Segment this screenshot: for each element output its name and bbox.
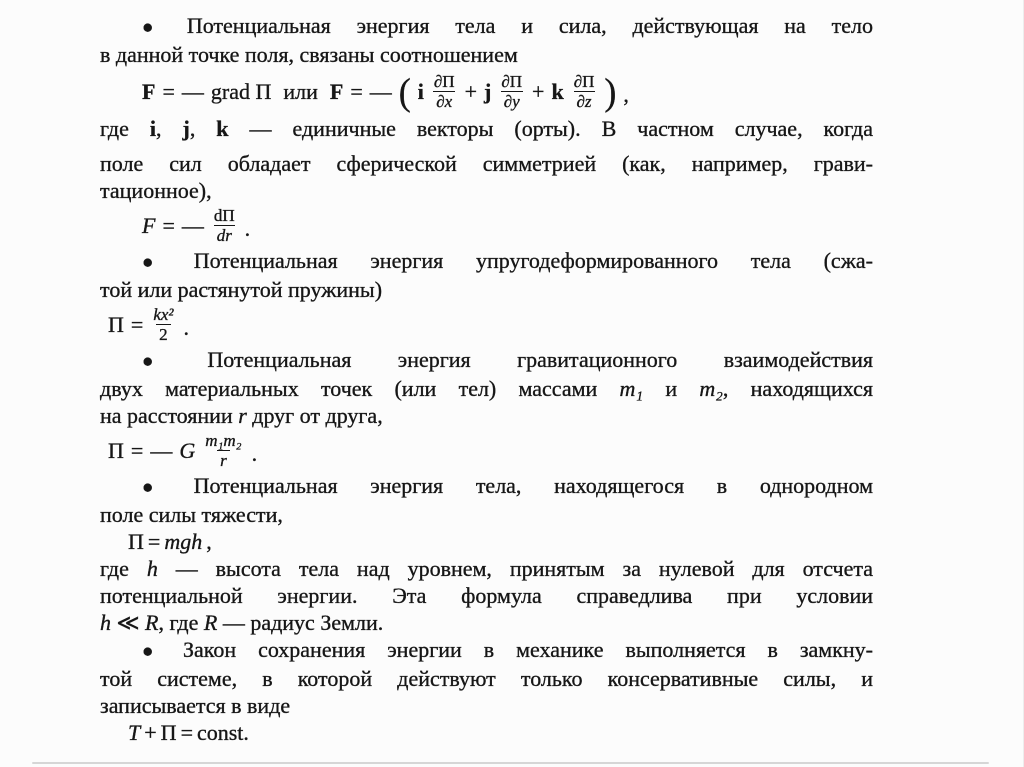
math-token: + [464,79,477,104]
fraction [211,206,238,245]
text-segment: друг от друга, [246,403,383,428]
math-token: — [181,79,204,104]
numerator: m₁m₂ [205,431,242,450]
vector-j: j [182,116,190,141]
math-token: G [179,438,196,463]
math-token: j [484,79,492,104]
math-token: F [329,79,344,104]
text-line [100,501,873,528]
fraction [431,72,458,111]
math-token: — [369,79,392,104]
text-segment: , находящихся [722,376,873,401]
earth-radius-symbol: R [145,610,159,635]
vector-i: i [149,116,156,141]
text-segment: и [643,376,700,401]
math-token: или [283,79,318,104]
math-token: П [108,438,124,463]
height-symbol: h [146,556,158,581]
close-paren: ) [604,70,617,113]
text-segment: двух материальных точек (или тел) массами [100,376,620,401]
text-segment: потенциальной энергии. Эта формула справедлива при условии [100,583,873,608]
text-segment: той системе, в которой действуют только консервативные силы, и [100,666,873,691]
denominator: ∂x [433,91,455,111]
text-segment: , где [158,610,204,635]
numerator: kx² [153,305,174,324]
text-line [100,555,873,582]
numerator: ∂П [501,72,523,91]
text-segment: , [189,116,217,141]
open-paren: ( [398,70,411,113]
math-token: mgh [164,529,203,554]
text-line [100,636,873,665]
numerator: ∂П [433,72,455,91]
math-token: i [417,79,424,104]
text-line [100,346,873,375]
text-segment: записывается в виде [100,693,291,718]
bullet-icon: ● [142,17,174,38]
formula-spherical-force [142,206,873,245]
math-token: = [162,79,175,104]
text-line [100,472,873,501]
text-line [100,177,873,204]
text-segment: поле силы тяжести, [100,502,283,527]
text-segment: — единичные векторы (орты). В частном случае, когда [228,116,874,141]
bullet-icon: ● [142,641,170,662]
math-token: = [162,213,175,238]
numerator: dП [213,206,235,225]
text-line [100,247,873,276]
text-segment: где [100,556,147,581]
math-token: П [128,529,144,554]
text-segment: Потенциальная энергия тела, находящегося в однородном [193,473,873,498]
math-token: T [128,720,141,745]
text-line [100,609,873,636]
math-token: = [130,312,144,337]
math-token: + [144,720,157,745]
text-segment: Потенциальная энергия тела и сила, действующая на тело [186,13,873,38]
denominator: dr [214,225,235,245]
math-token: — [181,213,204,238]
math-token: , [206,529,212,554]
math-token: . [183,315,189,340]
math-token: , [623,82,629,107]
denominator: r [217,450,230,470]
earth-radius-symbol: R [203,610,218,635]
math-token: k [551,79,564,104]
math-token: = [147,529,161,554]
bullet-icon: ● [142,477,181,498]
text-segment: на расстоянии [100,403,239,428]
text-line [100,375,873,402]
text-segment: — радиус Земли. [217,610,384,635]
vector-k: k [216,116,229,141]
text-line [100,582,873,609]
text-line [100,12,873,41]
math-token: F [142,79,156,104]
math-token: + [532,79,545,104]
denominator: ∂y [501,91,523,111]
math-token: = [350,79,363,104]
text-segment: в данной точке поля, связаны соотношением [100,42,518,67]
mass-2-symbol: m₂ [699,376,723,401]
math-token: П [160,720,177,745]
fraction [202,431,244,470]
bullet-icon: ● [142,252,181,273]
denominator: ∂z [574,91,595,111]
formula-gravitational-energy [108,431,873,470]
text-segment: Потенциальная энергия упругодеформированного тела (сжа- [193,248,873,273]
math-token: const. [196,720,249,745]
text-segment: — высота тела над уровнем, принятым за нулевой для отсчета [157,556,873,581]
math-token: П [108,312,124,337]
radius-symbol: r [238,403,247,428]
text-segment: поле сил обладает сферической симметрией (как, например, грави- [100,151,873,176]
numerator: ∂П [573,72,595,91]
text-segment: Потенциальная энергия гравитационного взаимодействия [207,347,874,372]
mass-1-symbol: m₁ [619,376,644,401]
text-segment: где [100,116,150,141]
math-token: = [180,720,193,745]
fraction [498,72,525,111]
formula-mgh [100,528,873,555]
height-symbol: h [100,610,111,635]
math-token: — [150,438,173,463]
formula-spring-energy [108,305,873,344]
text-line [100,41,873,68]
bullet-icon: ● [142,351,195,372]
text-line [100,692,873,719]
fraction [571,72,598,111]
math-token: grad П [210,79,272,104]
text-segment: той или растянутой пружины) [100,277,383,302]
text-line [100,150,873,177]
math-token: . [251,441,258,466]
text-segment: Закон сохранения энергии в механике выполняется в замкну- [182,637,874,662]
formula-grad [142,72,873,111]
text-line [100,665,873,692]
fraction [150,305,176,344]
text-line [100,276,873,303]
math-token: = [130,438,144,463]
text-segment: тационное), [100,178,212,203]
much-less-symbol: ≪ [111,610,146,635]
text-line [100,402,873,429]
page-scan-edge-line [32,762,989,764]
math-token: . [244,216,251,241]
text-segment: , [156,116,183,141]
formula-energy-conservation [100,719,873,746]
text-line [100,115,873,142]
denominator: 2 [156,324,171,344]
math-token: F [142,213,156,238]
